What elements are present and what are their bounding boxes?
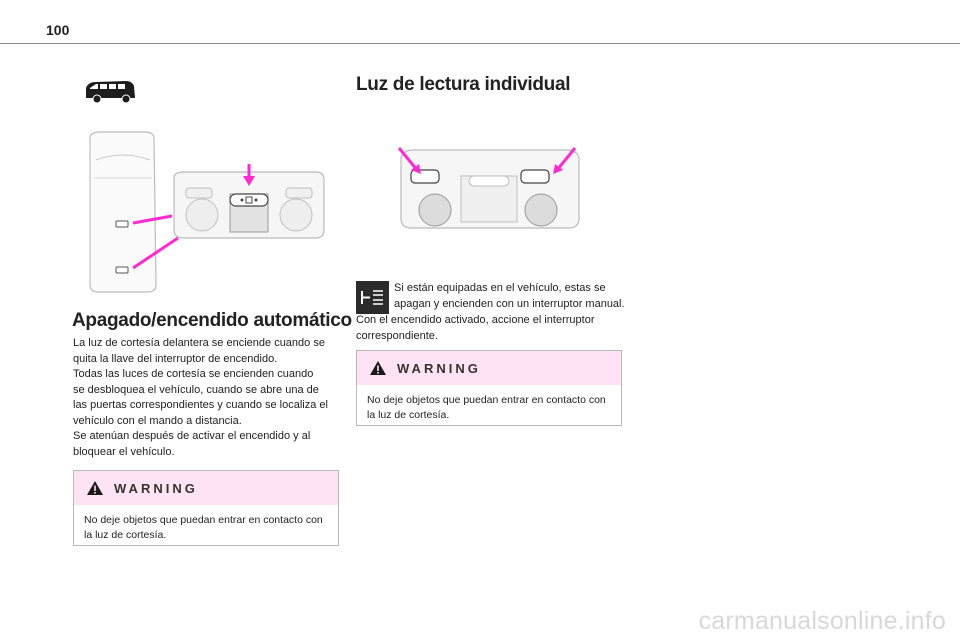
reading-light-illustration [395,140,585,235]
reading-note-line: correspondiente. [356,330,438,342]
header-rule [0,43,960,44]
reading-note-line: apagan y encienden con un interruptor manual. [394,298,625,310]
paragraph-line: La luz de cortesía delantera se enciende cuando se [73,337,325,349]
warning-box-right [356,350,622,426]
reading-note-line: Si están equipadas en el vehículo, estas se [394,282,606,294]
reading-light-icon [356,281,389,314]
warning-line: la luz de cortesía. [84,529,167,541]
warning-title: WARNING [114,480,198,496]
paragraph-line: Todas las luces de cortesía se encienden cuando [73,368,314,380]
warning-header [357,351,621,385]
warning-title: WARNING [397,360,481,376]
van-icon [82,78,138,106]
paragraph-line: vehículo con el mando a distancia. [73,414,242,427]
warning-line: No deje objetos que puedan entrar en contacto con [367,394,606,406]
warning-text [74,505,338,551]
paragraph-line: se desbloquea el vehículo, cuando se abre una de [73,383,319,396]
section-heading-auto: Apagado/encendido automático [72,310,352,331]
paragraph-line: bloquear el vehículo. [73,445,175,458]
paragraph-line: Se atenúan después de activar el encendido y al [73,430,311,442]
page-number: 100 [46,22,70,38]
warning-triangle-icon [86,480,104,496]
warning-box-left [73,470,339,546]
warning-line: No deje objetos que puedan entrar en contacto con [84,514,323,526]
warning-line: la luz de cortesía. [367,409,450,421]
courtesy-light-illustration [80,130,330,295]
section-heading-reading: Luz de lectura individual [356,74,571,95]
watermark: carmanualsonline.info [698,607,946,635]
reading-note-line: Con el encendido activado, accione el interruptor [356,314,595,326]
warning-text [357,385,621,431]
warning-triangle-icon [369,360,387,376]
warning-header [74,471,338,505]
paragraph-line: quita la llave del interruptor de encendido. [73,352,278,365]
paragraph-line: las puertas correspondientes y cuando se localiza el [73,399,328,411]
auto-paragraph [73,336,343,460]
